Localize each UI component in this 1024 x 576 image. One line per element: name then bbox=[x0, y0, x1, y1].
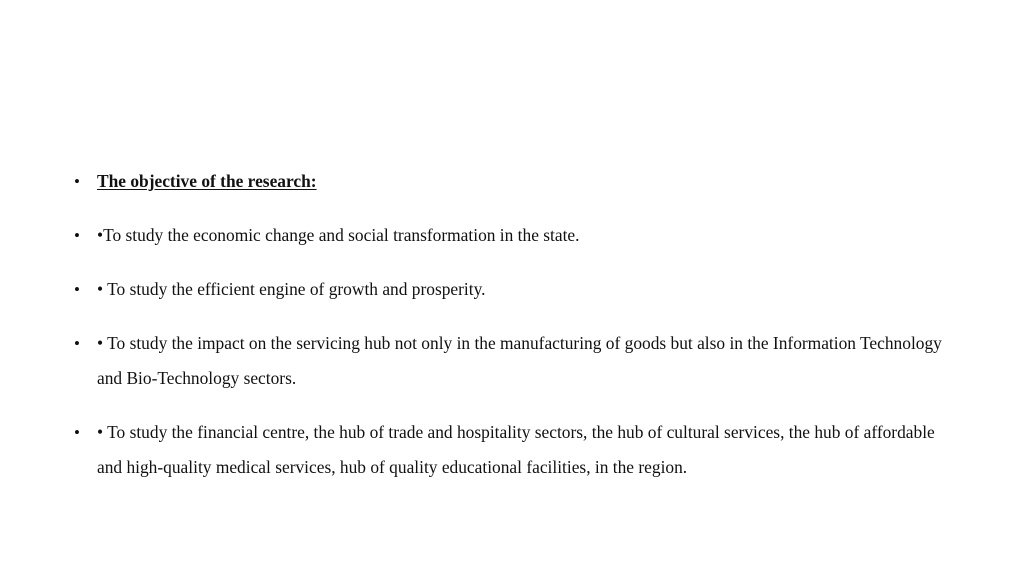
bullet-icon: • bbox=[74, 172, 80, 191]
bullet-icon: • bbox=[74, 280, 80, 299]
objectives-heading-item bbox=[74, 164, 964, 199]
objective-text: • To study the financial centre, the hub of trade and hospitality sectors, the hub of cultural services, the hub of affordable and high-quality medical services, hub of quality educational facilities, in the region. bbox=[97, 422, 935, 477]
objective-text: • To study the efficient engine of growth and prosperity. bbox=[97, 279, 486, 299]
bullet-icon: • bbox=[74, 226, 80, 245]
objective-text: • To study the impact on the servicing hub not only in the manufacturing of goods but also in the Information Technology and Bio-Technology sectors. bbox=[97, 333, 942, 388]
bullet-icon: • bbox=[74, 334, 80, 353]
objective-item bbox=[74, 218, 964, 253]
objective-item bbox=[74, 272, 964, 307]
objective-item bbox=[74, 326, 964, 396]
objectives-list bbox=[74, 164, 964, 485]
bullet-icon: • bbox=[74, 423, 80, 442]
objective-text: •To study the economic change and social transformation in the state. bbox=[97, 225, 580, 245]
objective-item bbox=[74, 415, 964, 485]
objectives-heading: The objective of the research: bbox=[97, 171, 317, 191]
